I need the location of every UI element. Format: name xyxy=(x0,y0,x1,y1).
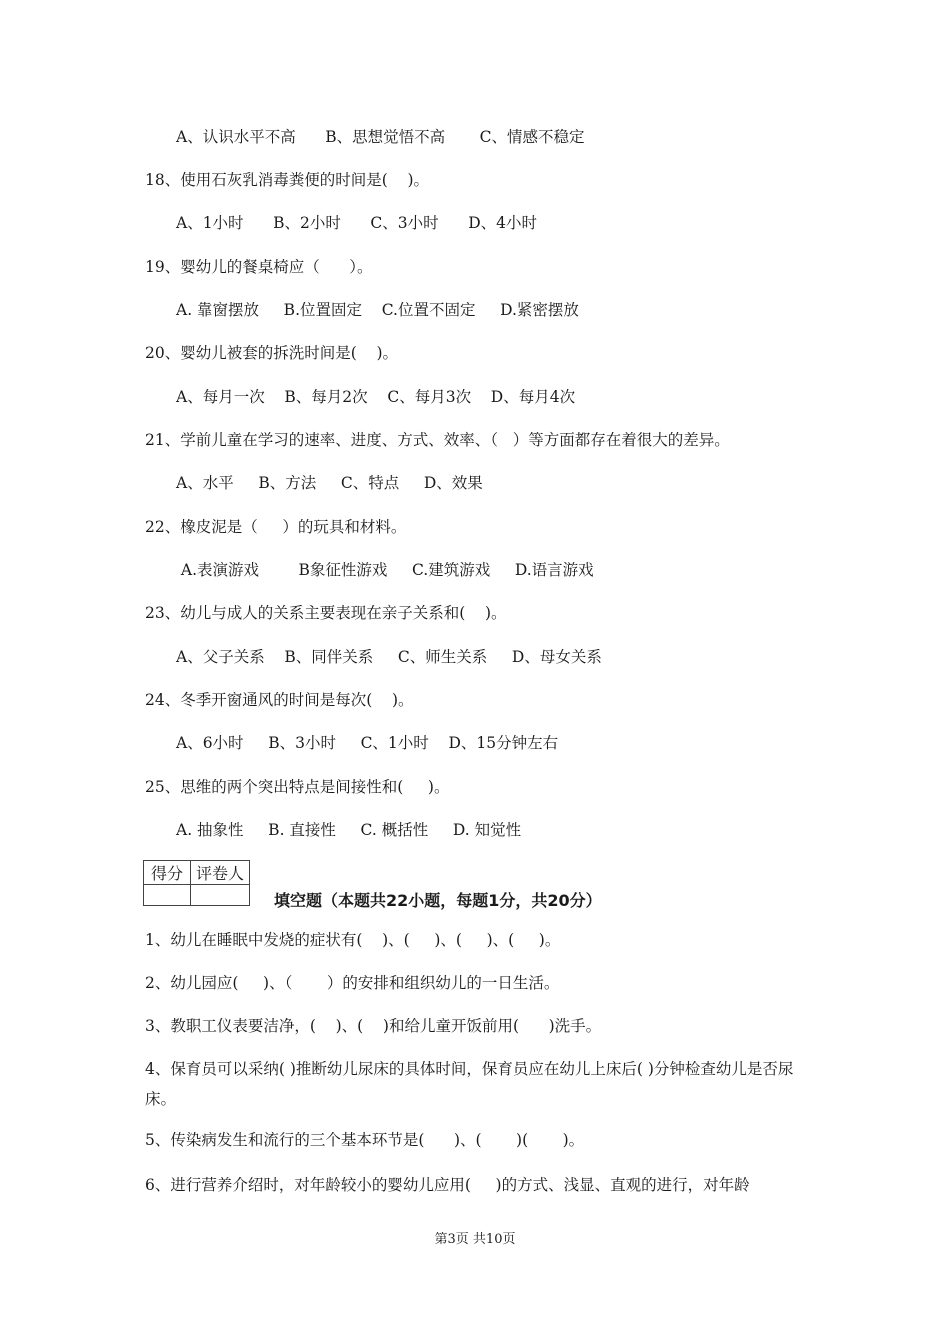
grader-label: 评卷人 xyxy=(191,861,250,885)
answer-options: A、认识水平不高 B、思想觉悟不高 C、情感不稳定 xyxy=(176,128,585,146)
page-footer: 第3页 共10页 xyxy=(434,1232,516,1247)
question-text: 25、思维的两个突出特点是间接性和( )。 xyxy=(145,778,450,796)
question-text: 23、幼儿与成人的关系主要表现在亲子关系和( )。 xyxy=(145,604,507,622)
score-label: 得分 xyxy=(144,861,191,885)
question-text: 3、教职工仪表要洁净，( )、( )和给儿童开饭前用( )洗手。 xyxy=(145,1017,602,1035)
answer-options: A、水平 B、方法 C、特点 D、效果 xyxy=(176,474,483,492)
answer-options: A、6小时 B、3小时 C、1小时 D、15分钟左右 xyxy=(176,734,559,752)
answer-options: A.表演游戏 B象征性游戏 C.建筑游戏 D.语言游戏 xyxy=(176,561,594,579)
answer-options: A. 靠窗摆放 B.位置固定 C.位置不固定 D.紧密摆放 xyxy=(176,301,579,319)
score-table xyxy=(143,860,250,906)
answer-options: A、1小时 B、2小时 C、3小时 D、4小时 xyxy=(176,214,538,232)
question-text: 19、婴幼儿的餐桌椅应（ ）。 xyxy=(145,258,373,276)
question-text: 1、幼儿在睡眠中发烧的症状有( )、( )、( )、( )。 xyxy=(145,931,561,949)
answer-options: A. 抽象性 B. 直接性 C. 概括性 D. 知觉性 xyxy=(176,821,522,839)
question-text: 24、冬季开窗通风的时间是每次( )。 xyxy=(145,691,414,709)
question-text: 4、保育员可以采纳( )推断幼儿尿床的具体时间，保育员应在幼儿上床后( )分钟检查幼儿是否尿床。 xyxy=(145,1060,794,1108)
question-text: 6、进行营养介绍时，对年龄较小的婴幼儿应用( )的方式、浅显、直观的进行，对年龄 xyxy=(145,1176,750,1194)
answer-options: A、父子关系 B、同伴关系 C、师生关系 D、母女关系 xyxy=(176,648,602,666)
answer-options: A、每月一次 B、每月2次 C、每月3次 D、每月4次 xyxy=(176,388,576,406)
question-text: 18、使用石灰乳消毒粪便的时间是( )。 xyxy=(145,171,430,189)
question-text: 22、橡皮泥是（ ）的玩具和材料。 xyxy=(145,518,407,536)
section-title: 填空题（本题共22小题，每题1分，共20分） xyxy=(274,891,602,910)
question-text: 2、幼儿园应( )、（ ）的安排和组织幼儿的一日生活。 xyxy=(145,974,560,992)
grader-cell xyxy=(191,885,250,906)
question-text: 21、学前儿童在学习的速率、进度、方式、效率、（ ）等方面都存在着很大的差异。 xyxy=(145,431,730,449)
question-text: 20、婴幼儿被套的拆洗时间是( )。 xyxy=(145,344,399,362)
score-cell xyxy=(144,885,191,906)
question-text: 5、传染病发生和流行的三个基本环节是( )、( )( )。 xyxy=(145,1131,585,1149)
